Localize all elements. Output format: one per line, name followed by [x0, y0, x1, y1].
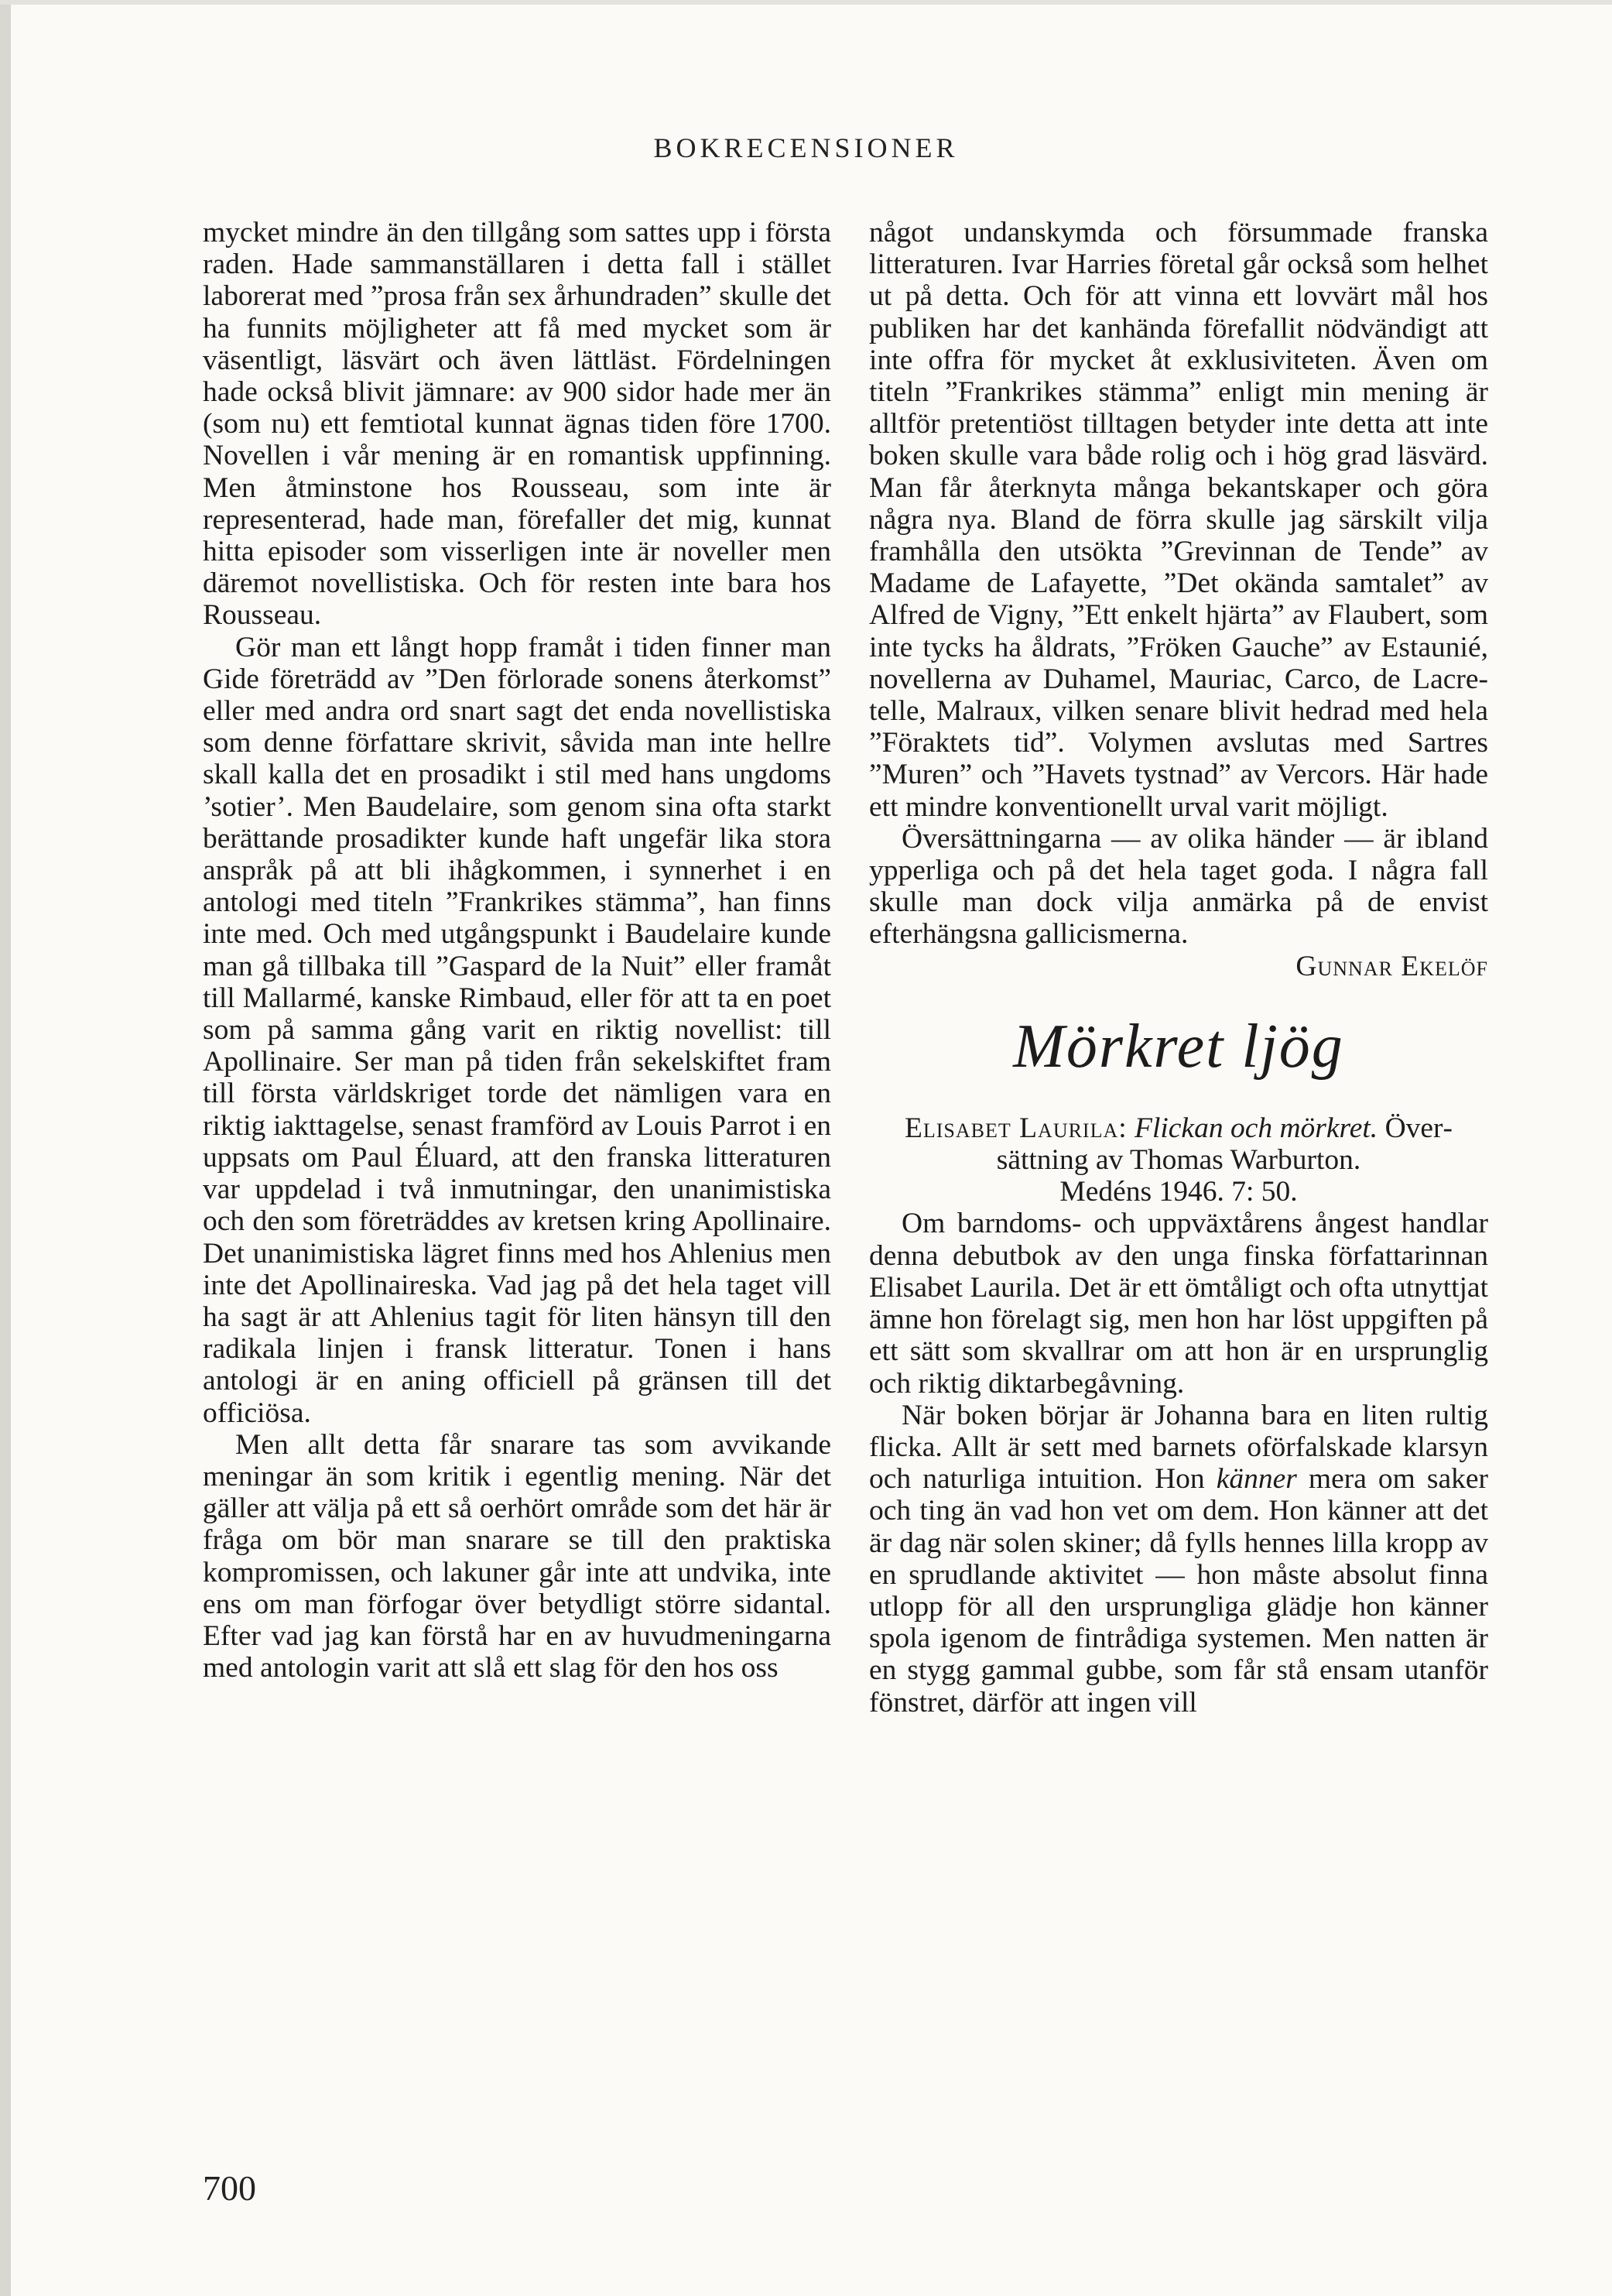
- right-paragraph-1: något undanskymda och försummade franska litteraturen. Ivar Harries företal går också som helhet ut på detta. Och för att vinna ett lovvärt mål hos publiken har det kanhända förefallit nödvändigt att inte offra för mycket åt exklusiviteten. Även om titeln ”Frankrikes stämma” enligt min mening är alltför pretentiöst tilltagen betyder inte detta att inte boken skulle vara både rolig och i hög grad läsvärd. Man får återknyta många bekantskaper och göra några nya. Bland de förra skulle jag särskilt vilja framhålla den utsökta ”Grevinnan de Tende” av Madame de Lafayette, ”Det okända samtalet” av Alfred de Vigny, ”Ett enkelt hjärta” av Flaubert, som inte tycks ha åldrats, ”Fröken Gauche” av Estaunié, novellerna av Duhamel, Mauriac, Carco, de Lacretelle, Malraux, vilken senare blivit hedrad med hela ”Föraktets tid”. Volymen avslutas med Sartres ”Muren” och ”Havets tystnad” av Vercors. Här hade ett mindre konventionellt urval varit möjligt.: [869, 217, 1488, 823]
- left-paragraph-2: Gör man ett långt hopp framåt i tiden finner man Gide företrädd av ”Den förlorade sonens återkomst” eller med andra ord snart sagt det enda novellistiska som denne författare skrivit, såvida man inte hellre skall kalla det en prosadikt i stil med hans ungdoms ’sotier’. Men Baudelaire, som genom sina ofta starkt berättande prosadikter kunde haft ungefär lika stora anspråk på att bli ihågkommen, i synnerhet i en antologi med titeln ”Frankrikes stämma”, han finns inte med. Och med utgångspunkt i Baudelaire kunde man gå tillbaka till ”Gaspard de la Nuit” eller framåt till Mallarmé, kanske Rimbaud, eller för att ta en poet som på samma gång varit en riktig novellist: till Apollinaire. Ser man på tiden från sekelskiftet fram till första världskriget torde det nämligen vara en riktig iakttagelse, senast framförd av Louis Parrot i en uppsats om Paul Éluard, att den franska litteraturen var uppdelad i två inmutningar, den unanimistiska och den som företräddes av kretsen kring Apollinaire. Det unanimistiska lägret finns med hos Ahlenius men inte det Apollinaireska. Vad jag på det hela taget vill ha sagt är att Ahlenius tagit för liten hänsyn till den radikala linjen i fransk litteratur. Tonen i hans antologi är en aning officiell på gränsen till det officiösa.: [203, 631, 831, 1429]
- review-paragraph-2: [869, 1400, 1488, 1719]
- book-translation: Översättning av Thomas Warburton.: [996, 1112, 1453, 1177]
- review-paragraph-2-end: mera om saker och ting än vad hon vet om dem. Hon känner att det är dag när solen skiner; då fylls hennes lilla kropp av en sprudlande aktivitet — hon måste absolut finna utlopp för all den ursprungliga glädje hon känner spola igenom de fintrådiga systemen. Men natten är en stygg gammal gubbe, som får stå ensam utanför fönstret, därför att ingen vill: [869, 1463, 1489, 1719]
- review-paragraph-2-start: När boken börjar är Johanna bara en liten rultig flicka. Allt är sett med barnets oförfalskade klarsyn och naturliga intuition. Hon: [869, 1399, 1488, 1496]
- book-title: Flickan och mörkret.: [1135, 1112, 1378, 1144]
- review-title: Mörkret ljög: [1013, 1012, 1344, 1081]
- right-paragraph-2: Översättningarna — av olika händer — är ibland ypperliga och på det hela taget goda. I några fall skulle man dock vilja anmärka på de envist efterhängsna gallicismerna.: [869, 822, 1488, 951]
- left-paragraph-1: mycket mindre än den tillgång som sattes upp i första raden. Hade sammanställaren i detta fall i stället laborerat med ”prosa från sex århundraden” skulle det ha funnits möjligheter att få med mycket som är väsentligt, läsvärt och även lättläst. Fördelningen hade också blivit jämnare: av 900 sidor hade mer än (som nu) ett femtiotal kunnat ägnas tiden före 1700. Novellen i vår mening är en romantisk uppfinning. Men åtminstone hos Rousseau, som inte är representerad, hade man, förefaller det mig, kunnat hitta episoder som visserligen inte är noveller men däremot novellistiska. Och för resten inte bara hos Rousseau.: [203, 217, 831, 632]
- right-column: [869, 217, 1488, 1719]
- left-column: [203, 217, 831, 1684]
- reviewer-signature: Gunnar Ekelöf: [1295, 950, 1488, 982]
- book-reference: [869, 1112, 1488, 1208]
- page-edge-shadow: [0, 0, 11, 2296]
- left-paragraph-3: Men allt detta får snarare tas som avvikande meningar än som kritik i egentlig mening. När det gäller att välja på ett så oerhört område som det här är fråga om bör man snarare se till den praktiska kompromissen, och lakuner går inte att undvika, inte ens om man förfogar över betydligt större sidantal. Efter vad jag kan förstå har en av huvudmeningarna med antologin varit att slå ett slag för den hos oss: [203, 1428, 831, 1684]
- review-paragraph-1: Om barndoms- och uppväxtårens ångest handlar denna debutbok av den unga finska författarinnan Elisabet Laurila. Det är ett ömtåligt och ofta utnyttjat ämne hon förelagt sig, men hon har löst uppgiften på ett sätt som skvallrar om att hon är en ursprunglig och riktig diktarbegåvning.: [869, 1208, 1488, 1400]
- running-header: BOKRECENSIONER: [653, 132, 959, 163]
- page-number: 700: [203, 2168, 256, 2208]
- emphasized-word: känner: [1216, 1463, 1297, 1496]
- book-publisher: Medéns 1946. 7: 50.: [1059, 1176, 1298, 1208]
- page-top-edge: [0, 0, 1612, 5]
- book-author: Elisabet Laurila:: [904, 1112, 1128, 1144]
